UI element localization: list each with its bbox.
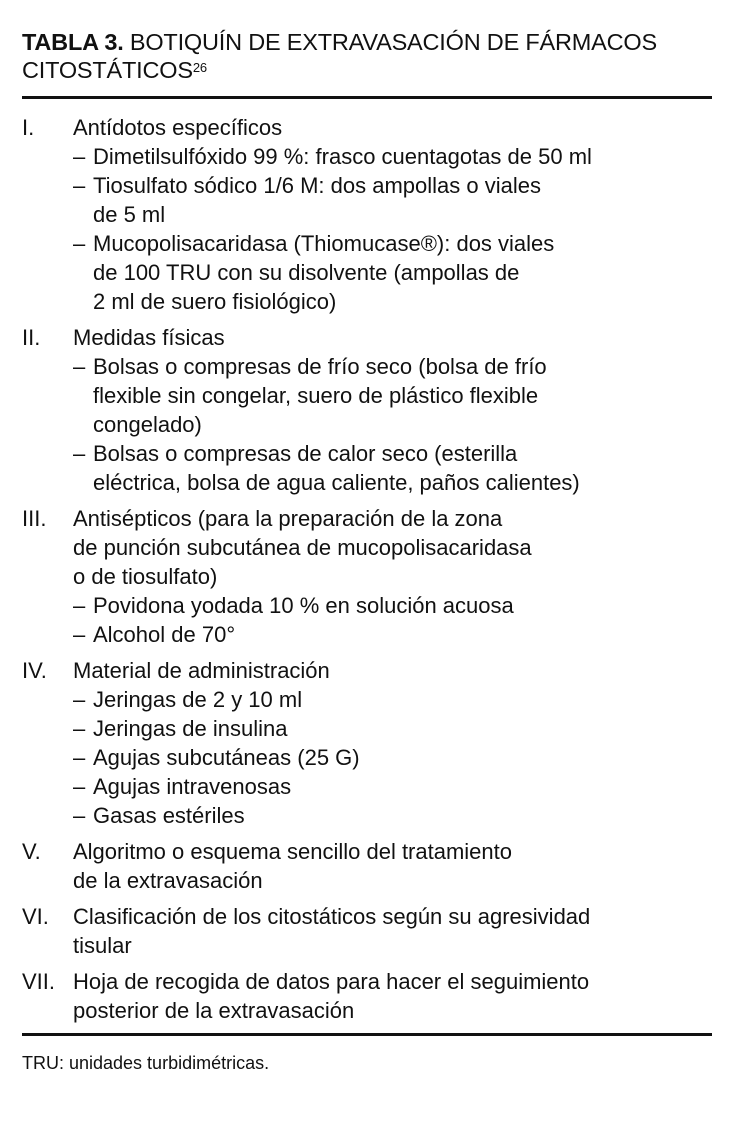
table-document bbox=[22, 0, 712, 1074]
list-item bbox=[73, 714, 712, 743]
list-item bbox=[73, 685, 712, 714]
list-item-text: Mucopolisacaridasa (Thiomucase®): dos viales de 100 TRU con su disolvente (ampollas de 2 ml de suero fisiológico) bbox=[93, 231, 555, 314]
list-item-text: Bolsas o compresas de frío seco (bolsa de frío flexible sin congelar, suero de plástico flexible congelado) bbox=[93, 354, 547, 437]
section bbox=[22, 902, 712, 960]
dash-bullet: – bbox=[73, 231, 86, 256]
top-rule bbox=[22, 96, 712, 99]
section-numeral: VI. bbox=[22, 904, 49, 929]
section-heading: Hoja de recogida de datos para hacer el seguimiento posterior de la extravasación bbox=[73, 969, 590, 1023]
dash-bullet: – bbox=[73, 774, 86, 799]
section-heading: Material de administración bbox=[73, 658, 330, 683]
list-item-text: Povidona yodada 10 % en solución acuosa bbox=[93, 593, 514, 618]
list-item bbox=[73, 772, 712, 801]
list-item-text: Jeringas de insulina bbox=[93, 716, 288, 741]
list-item bbox=[73, 591, 712, 620]
section bbox=[22, 323, 712, 497]
section-heading: Antídotos específicos bbox=[73, 115, 283, 140]
list-item-text: Tiosulfato sódico 1/6 M: dos ampollas o viales de 5 ml bbox=[93, 173, 541, 227]
list-item bbox=[73, 171, 712, 229]
dash-bullet: – bbox=[73, 354, 86, 379]
section-numeral: IV. bbox=[22, 658, 47, 683]
list-item-text: Jeringas de 2 y 10 ml bbox=[93, 687, 303, 712]
list-item-text: Agujas intravenosas bbox=[93, 774, 292, 799]
section-heading: Antisépticos (para la preparación de la zona de punción subcutánea de mucopolisacaridasa o de tiosulfato) bbox=[73, 506, 532, 589]
list-item-text: Agujas subcutáneas (25 G) bbox=[93, 745, 360, 770]
list-item bbox=[73, 142, 712, 171]
dash-bullet: – bbox=[73, 173, 86, 198]
dash-bullet: – bbox=[73, 803, 86, 828]
footnote: TRU: unidades turbidimétricas. bbox=[22, 1053, 270, 1073]
section-numeral: VII. bbox=[22, 969, 56, 994]
section-heading: Medidas físicas bbox=[73, 325, 225, 350]
list-item bbox=[73, 229, 712, 316]
dash-bullet: – bbox=[73, 441, 86, 466]
dash-bullet: – bbox=[73, 593, 86, 618]
section-numeral: V. bbox=[22, 839, 41, 864]
section bbox=[22, 837, 712, 895]
list-item bbox=[73, 620, 712, 649]
list-item bbox=[73, 743, 712, 772]
table-title bbox=[22, 28, 712, 84]
section bbox=[22, 504, 712, 649]
list-item-text: Alcohol de 70° bbox=[93, 622, 236, 647]
section-numeral: III. bbox=[22, 506, 47, 531]
section bbox=[22, 113, 712, 316]
section bbox=[22, 967, 712, 1025]
table-title-reference: 26 bbox=[192, 60, 207, 75]
table-title-text: BOTIQUÍN DE EXTRAVASACIÓN DE FÁRMACOS CITOSTÁTICOS bbox=[22, 29, 657, 83]
list-item bbox=[73, 352, 712, 439]
dash-bullet: – bbox=[73, 144, 86, 169]
dash-bullet: – bbox=[73, 622, 86, 647]
dash-bullet: – bbox=[73, 745, 86, 770]
section bbox=[22, 656, 712, 830]
list-item-text: Dimetilsulfóxido 99 %: frasco cuentagotas de 50 ml bbox=[93, 144, 592, 169]
dash-bullet: – bbox=[73, 716, 86, 741]
section-numeral: I. bbox=[22, 115, 35, 140]
section-numeral: II. bbox=[22, 325, 41, 350]
list-item-text: Bolsas o compresas de calor seco (esterilla eléctrica, bolsa de agua caliente, paños calientes) bbox=[93, 441, 580, 495]
section-heading: Clasificación de los citostáticos según su agresividad tisular bbox=[73, 904, 591, 958]
list-item bbox=[73, 439, 712, 497]
list-item-text: Gasas estériles bbox=[93, 803, 245, 828]
sections-list bbox=[22, 113, 712, 1025]
section-heading: Algoritmo o esquema sencillo del tratamiento de la extravasación bbox=[73, 839, 513, 893]
bottom-rule bbox=[22, 1033, 712, 1036]
dash-bullet: – bbox=[73, 687, 86, 712]
list-item bbox=[73, 801, 712, 830]
table-title-label: TABLA 3. bbox=[22, 29, 124, 55]
